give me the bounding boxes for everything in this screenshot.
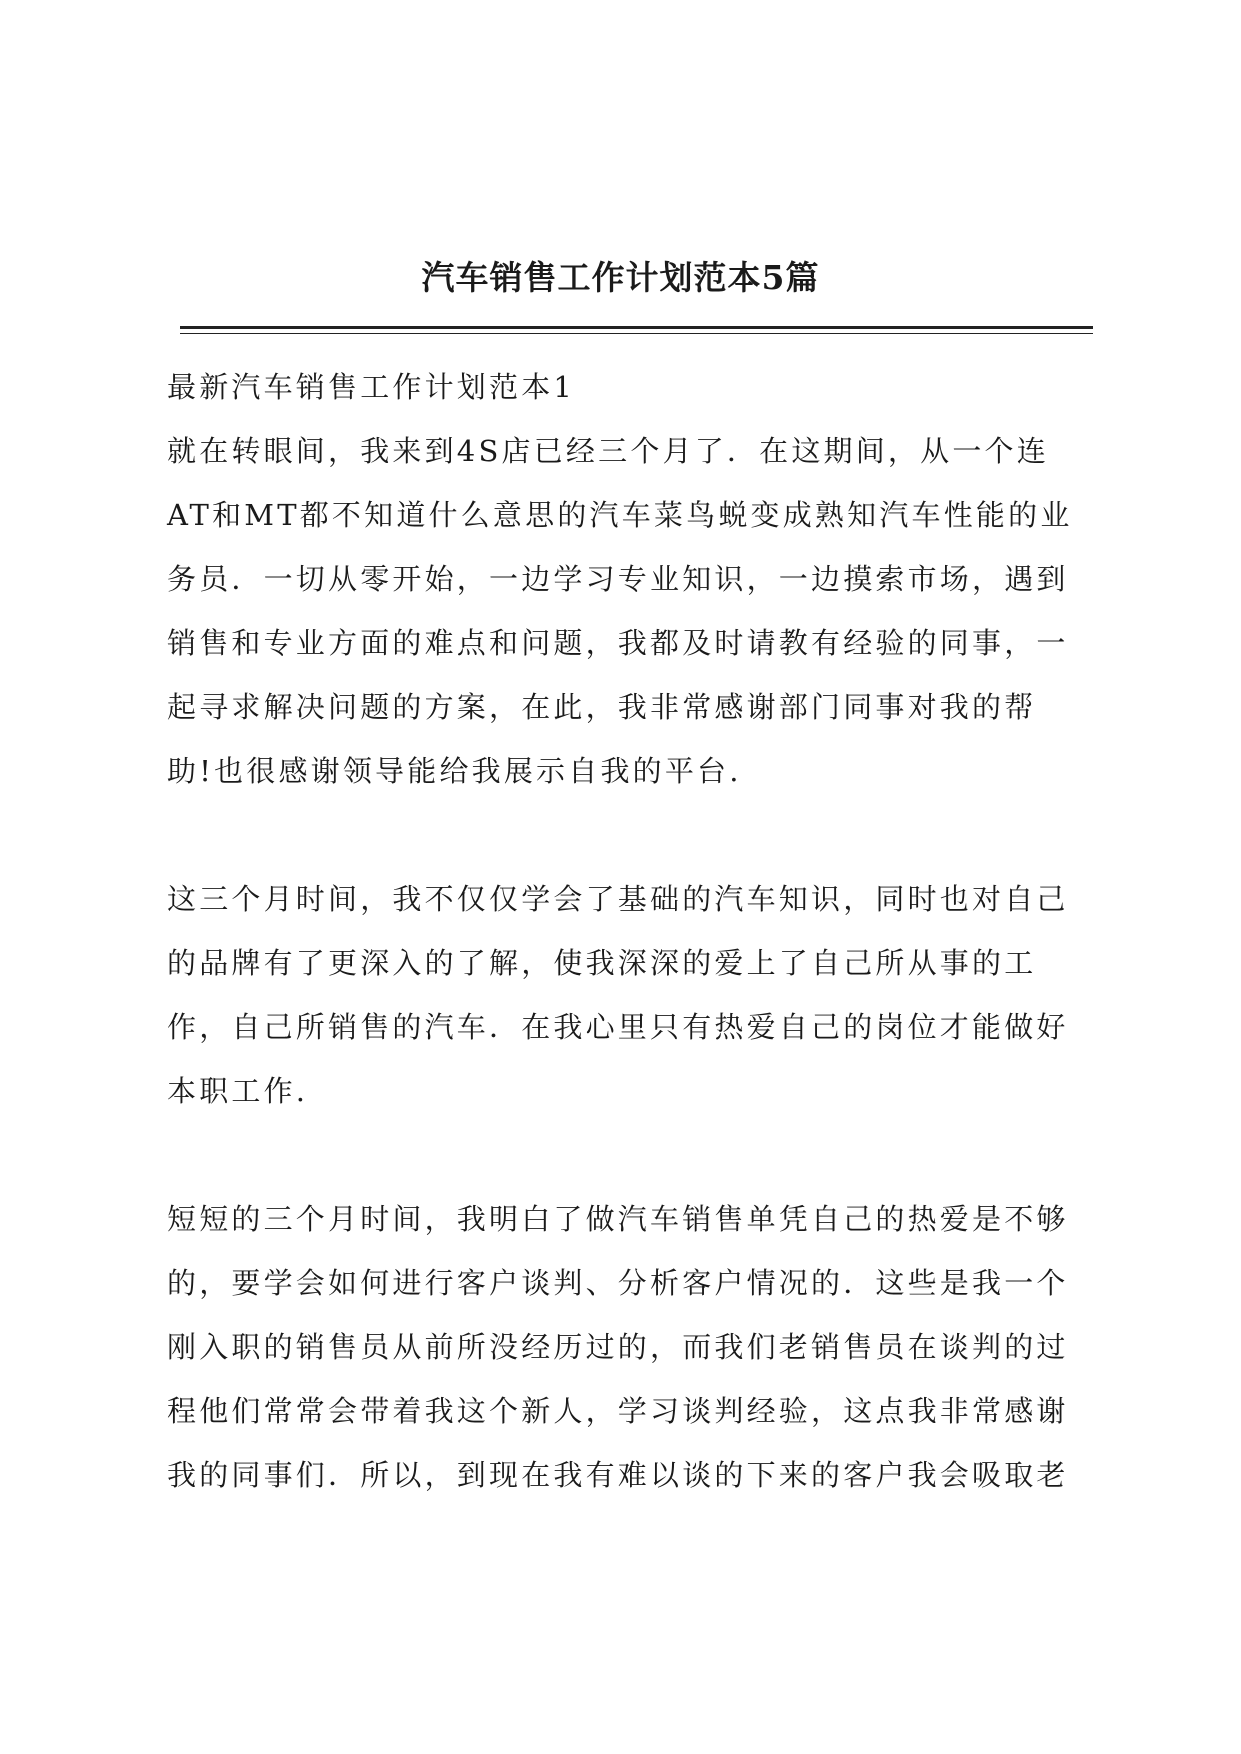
paragraph-line: 作，自己所销售的汽车．在我心里只有热爱自己的岗位才能做好 bbox=[167, 1010, 1069, 1044]
paragraph-line: 的品牌有了更深入的了解，使我深深的爱上了自己所从事的工 bbox=[167, 946, 1037, 980]
paragraph-line: 本职工作. bbox=[167, 1074, 309, 1108]
section-heading: 最新汽车销售工作计划范本1 bbox=[167, 370, 576, 404]
paragraph-line: 程他们常常会带着我这个新人，学习谈判经验，这点我非常感谢 bbox=[167, 1394, 1069, 1428]
title-rule-thick bbox=[180, 326, 1093, 329]
paragraph-line: 销售和专业方面的难点和问题，我都及时请教有经验的同事，一 bbox=[167, 626, 1069, 660]
paragraph-line: 这三个月时间，我不仅仅学会了基础的汽车知识，同时也对自己 bbox=[167, 882, 1069, 916]
title-rule-thin bbox=[180, 333, 1093, 334]
paragraph-line: 的，要学会如何进行客户谈判、分析客户情况的．这些是我一个 bbox=[167, 1266, 1069, 1300]
paragraph-line: 务员．一切从零开始，一边学习专业知识，一边摸索市场，遇到 bbox=[167, 562, 1069, 596]
paragraph-gap bbox=[167, 803, 1097, 867]
paragraph-2 bbox=[167, 867, 1097, 1123]
paragraph-1 bbox=[167, 419, 1097, 803]
paragraph-line: 起寻求解决问题的方案，在此，我非常感谢部门同事对我的帮 bbox=[167, 690, 1037, 724]
paragraph-3 bbox=[167, 1187, 1097, 1507]
paragraph-line: 我的同事们．所以，到现在我有难以谈的下来的客户我会吸取老 bbox=[167, 1458, 1069, 1492]
document-title: 汽车销售工作计划范本5篇 bbox=[421, 258, 820, 297]
paragraph-line: 就在转眼间，我来到4S店已经三个月了．在这期间，从一个连 bbox=[167, 434, 1049, 468]
paragraph-gap bbox=[167, 1123, 1097, 1187]
document-body bbox=[167, 355, 1097, 1507]
paragraph-line: 助!也很感谢领导能给我展示自我的平台. bbox=[167, 754, 742, 788]
paragraph-line: 刚入职的销售员从前所没经历过的，而我们老销售员在谈判的过 bbox=[167, 1330, 1069, 1364]
paragraph-line: 短短的三个月时间，我明白了做汽车销售单凭自己的热爱是不够 bbox=[167, 1202, 1069, 1236]
paragraph-line: AT和MT都不知道什么意思的汽车菜鸟蜕变成熟知汽车性能的业 bbox=[167, 498, 1073, 532]
